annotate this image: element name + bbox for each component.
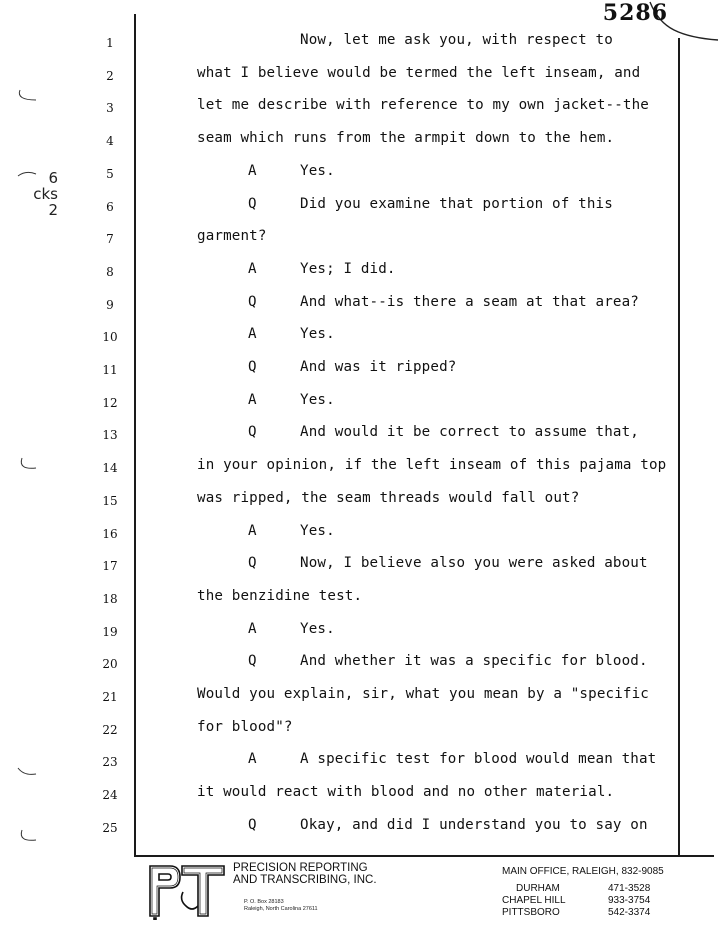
line-text: Yes.	[300, 162, 335, 179]
speaker-label: Q	[248, 424, 257, 441]
line-text: Okay, and did I understand you to say on	[300, 816, 648, 833]
margin-note-line: cks	[33, 185, 58, 203]
speaker-label: Q	[248, 293, 257, 310]
speaker-label: A	[248, 260, 257, 277]
line-number: 7	[106, 232, 114, 247]
transcript-line	[0, 92, 720, 125]
transcript-line	[0, 60, 720, 93]
transcript-line	[0, 256, 720, 289]
office-phone: 471-3528	[608, 883, 651, 894]
office-row	[502, 895, 650, 907]
company-logo	[146, 862, 228, 920]
line-number: 4	[106, 134, 114, 149]
line-text: Would you explain, sir, what you mean by a "specific	[197, 686, 649, 702]
speaker-label: Q	[248, 195, 257, 212]
speaker-label: Q	[248, 816, 257, 833]
line-text: garment?	[197, 228, 267, 245]
transcript-line	[0, 191, 720, 224]
line-number: 25	[102, 820, 118, 835]
line-text: Yes.	[300, 522, 335, 539]
transcript-line	[0, 354, 720, 387]
line-number: 18	[102, 591, 118, 606]
transcript-line	[0, 583, 720, 616]
transcript-line	[0, 550, 720, 583]
transcript-line	[0, 485, 720, 518]
line-number: 22	[102, 722, 118, 737]
office-city: PITTSBORO	[502, 907, 560, 918]
line-number: 20	[102, 657, 118, 672]
line-number: 19	[102, 624, 118, 639]
office-phone: 542-3374	[608, 907, 651, 918]
line-text: And what--is there a seam at that area?	[300, 293, 639, 310]
line-number: 24	[102, 788, 118, 803]
speaker-label: A	[248, 620, 257, 637]
page-border-bottom	[134, 855, 714, 857]
transcript-line	[0, 387, 720, 420]
line-number: 2	[106, 68, 114, 83]
transcript-line	[0, 125, 720, 158]
line-number: 15	[102, 493, 118, 508]
line-number: 17	[102, 559, 118, 574]
transcript-line	[0, 321, 720, 354]
line-number: 3	[106, 101, 114, 116]
line-number: 13	[102, 428, 118, 443]
office-row	[502, 907, 650, 919]
line-text: A specific test for blood would mean that	[300, 751, 657, 768]
office-city: DURHAM	[516, 883, 560, 894]
line-number: 14	[102, 461, 118, 476]
speaker-label: Q	[248, 555, 257, 572]
line-number: 11	[102, 363, 118, 377]
transcript-line	[0, 648, 720, 681]
transcript-line	[0, 27, 720, 60]
transcript-line	[0, 419, 720, 452]
line-number: 9	[106, 297, 114, 312]
company-name	[233, 862, 377, 886]
line-text: Yes.	[300, 620, 335, 637]
line-number: 16	[102, 526, 118, 541]
line-number: 21	[102, 690, 118, 704]
line-number: 1	[106, 36, 114, 50]
line-text: Yes.	[300, 326, 335, 343]
company-name-line2: AND TRANSCRIBING, INC.	[233, 874, 377, 886]
line-text: it would react with blood and no other material.	[197, 784, 615, 801]
transcript-line	[0, 289, 720, 322]
transcript-line	[0, 158, 720, 191]
transcript-line	[0, 452, 720, 485]
transcript-line	[0, 779, 720, 812]
address-line2: Raleigh, North Carolina 27611	[244, 906, 318, 912]
margin-note-line: 6	[48, 169, 58, 187]
speaker-label: A	[248, 522, 257, 539]
speaker-label: Q	[248, 653, 257, 670]
transcript-line	[0, 812, 720, 845]
line-text: was ripped, the seam threads would fall out?	[197, 489, 580, 506]
office-city: CHAPEL HILL	[502, 895, 566, 906]
line-number: 23	[102, 755, 118, 770]
transcript-line	[0, 518, 720, 551]
line-text: Now, I believe also you were asked about	[300, 555, 648, 572]
line-number: 10	[102, 330, 118, 345]
line-number: 6	[106, 199, 114, 214]
line-text: Yes; I did.	[300, 260, 396, 277]
line-number: 8	[106, 264, 114, 279]
margin-note-line: 2	[48, 201, 58, 219]
transcript-line	[0, 681, 720, 714]
address-line1: P. O. Box 28183	[244, 899, 284, 905]
speaker-label: A	[248, 162, 257, 179]
speaker-label: A	[248, 326, 257, 343]
page-number: 5286	[602, 0, 668, 26]
line-text: what I believe would be termed the left inseam, and	[197, 64, 641, 81]
speaker-label: A	[248, 391, 257, 408]
line-text: Yes.	[300, 391, 335, 408]
speaker-label: Q	[248, 359, 257, 375]
line-text: the benzidine test.	[197, 587, 363, 604]
transcript-line	[0, 714, 720, 747]
speaker-label: A	[248, 751, 257, 768]
line-number: 12	[102, 395, 118, 410]
transcript-line	[0, 616, 720, 649]
line-number: 5	[106, 166, 114, 181]
line-text: Did you examine that portion of this	[300, 195, 613, 212]
line-text: seam which runs from the armpit down to the hem.	[197, 130, 615, 147]
line-text: Now, let me ask you, with respect to	[300, 32, 613, 48]
main-office: MAIN OFFICE, RALEIGH, 832-9085	[502, 866, 664, 877]
line-text: And would it be correct to assume that,	[300, 424, 639, 441]
transcript-line	[0, 223, 720, 256]
line-text: let me describe with reference to my own jacket--the	[197, 97, 649, 114]
transcript-line	[0, 746, 720, 779]
line-text: in your opinion, if the left inseam of this pajama top	[197, 457, 667, 474]
office-row	[516, 883, 650, 895]
company-name-line1: PRECISION REPORTING	[233, 862, 368, 874]
line-text: And whether it was a specific for blood.	[300, 653, 648, 670]
office-phone: 933-3754	[608, 895, 651, 906]
company-address	[244, 899, 318, 913]
line-text: for blood"?	[197, 718, 293, 735]
line-text: And was it ripped?	[300, 359, 457, 375]
